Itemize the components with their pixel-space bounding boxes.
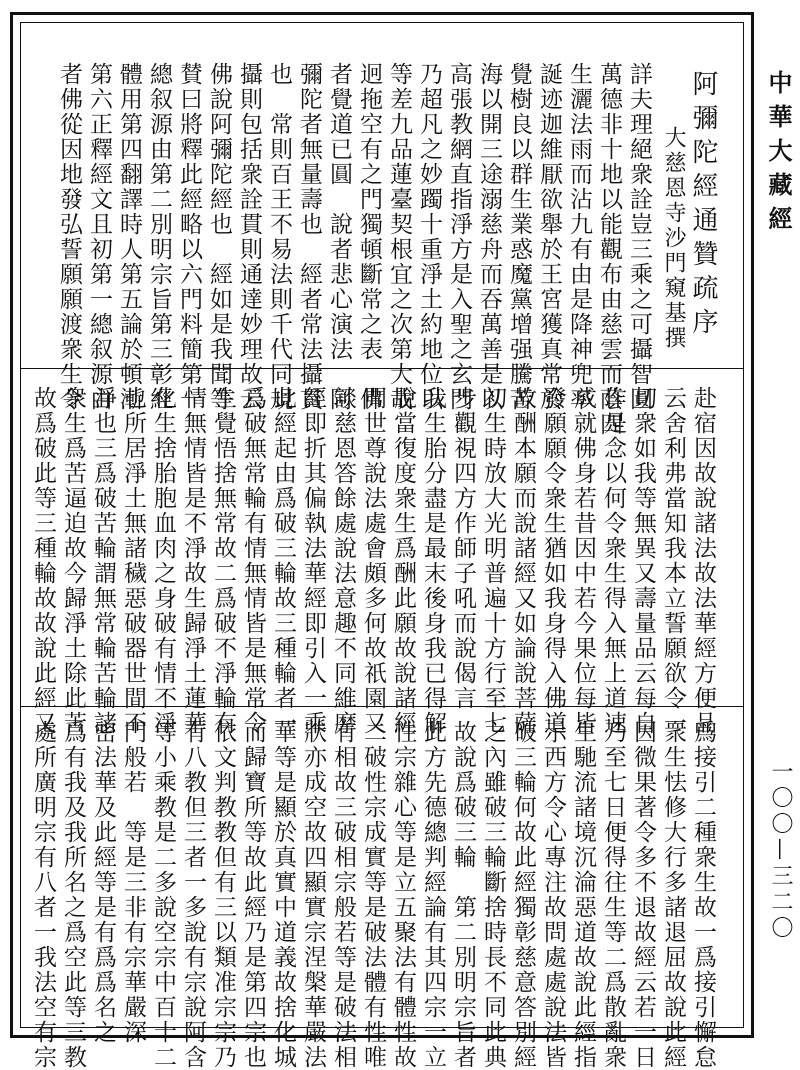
text-line: 生覺悟捨無常故二爲破不淨輪有 bbox=[210, 386, 236, 736]
text-line: 衆生怯修大行多諸退屈故說此經 bbox=[660, 720, 686, 1070]
text-line: 賛曰將釋此經略以六門料簡第一 bbox=[176, 62, 202, 412]
text-line: 生灑法雨而沾九有由是降神兜率 bbox=[566, 62, 592, 412]
text-line: 狀亦成空故四顯實宗涅槃華嚴法 bbox=[300, 720, 326, 1070]
text-line: 有相故三破相宗般若等是破法相 bbox=[330, 720, 356, 1070]
text-line: 也 常則百王不易法則千代同規 bbox=[266, 62, 292, 412]
text-line: 高張教網直指淨方是入聖之玄門 bbox=[446, 62, 472, 412]
text-line: 有八教但三者一多說有宗說阿含 bbox=[180, 720, 206, 1070]
text-line: 體用第四翻譯時人第五論於頓漸 bbox=[116, 62, 142, 412]
text-line: 二破性宗成實等是破法體有性唯 bbox=[360, 720, 386, 1070]
page-number: 一〇〇—三二〇 bbox=[768, 760, 793, 942]
text-line: 佛說阿彌陀經也 經如是我聞等 bbox=[206, 62, 232, 412]
text-line: 破三輪何故此經獨彰慈意答別經 bbox=[510, 720, 536, 1070]
text-line: 我生胎分盡是最末後身我已得解 bbox=[420, 386, 446, 736]
text-line: 情無情皆是不淨故生歸淨土蓮華 bbox=[180, 386, 206, 736]
text-panel-bottom bbox=[30, 720, 716, 1070]
text-line: 者覺道已圓 說者悲心演法 阿 bbox=[326, 62, 352, 412]
text-line: 發願願令衆生猶如我身得入佛道 bbox=[540, 386, 566, 736]
text-panel-top bbox=[56, 62, 718, 437]
text-line: 者佛從因地發弘誓願願渡衆生令 bbox=[56, 62, 82, 412]
text-line: 門般若 等是三非有宗華嚴深 bbox=[120, 720, 146, 1045]
text-line: 之內雖破三輪斷捨時長不同此典 bbox=[480, 720, 506, 1070]
text-line: 故酬本願而說諸經又如論說菩薩 bbox=[510, 386, 536, 736]
text-line: 乃超凡之妙躅十重淨土約地位以 bbox=[416, 62, 442, 412]
text-line: 化生捨胎胞血肉之身破有情不淨 bbox=[150, 386, 176, 736]
text-line: 性宗雜心等是立五聚法有體性故 bbox=[390, 720, 416, 1070]
text-line: 總叙源由第二別明宗旨第三彰經 bbox=[146, 62, 172, 412]
text-line: 爲有我及我所名之爲空此等三教 bbox=[60, 720, 86, 1070]
text-line: 淨也三爲破苦輪謂無常輪苦輪諸 bbox=[90, 386, 116, 736]
text-line: 切衆如我等無異又壽量品云每自 bbox=[630, 386, 656, 736]
text-line: 迥拖空有之門獨頓斷常之表 佛 bbox=[356, 62, 382, 412]
text-line: 詳夫理絕衆詮豈三乘之可攝智圓 bbox=[626, 62, 652, 412]
text-line: 覺樹良以群生業惑魔黨增强騰苦 bbox=[506, 62, 532, 412]
text-line: 萬德非十地以能觀布由慈雲而蔭四 bbox=[596, 62, 622, 437]
text-line: 初生時放大光明普遍十方行至七 bbox=[480, 386, 506, 736]
text-line: 成就佛身若昔因中若今果位每皆 bbox=[570, 386, 596, 736]
text-line: 云舍利弗當知我本立誓願欲令一 bbox=[660, 386, 686, 736]
text-line: 步觀視四方作師子吼而說偈言 bbox=[450, 386, 476, 711]
text-line: 此方先德總判經論有其四宗一立 bbox=[420, 720, 446, 1070]
sutra-title: 阿彌陀經通贊疏序 bbox=[688, 70, 718, 342]
text-line: 此經起由爲破三輪故三種輪者一 bbox=[270, 386, 296, 736]
text-line: 等差九品蓮臺契根宜之次第大哉 bbox=[386, 62, 412, 412]
text-line: 衆生爲苦逼迫故今歸淨土除此苦 bbox=[60, 386, 86, 736]
text-line: 第六正釋經文且初第一總叙源由 bbox=[86, 62, 112, 412]
text-line: 密法華及此經等是有爲爲名之 bbox=[90, 720, 116, 1045]
text-line: 爲接引二種衆生故一爲接引懈怠 bbox=[690, 720, 716, 1070]
text-line: 故爲破此等三種輪故故說此經又 bbox=[30, 386, 56, 736]
text-line: 也所居淨土無諸穢惡破器世間不 bbox=[120, 386, 146, 736]
text-line: 誕迹迦維厭欲舉於王宮獲真常於 bbox=[536, 62, 562, 412]
text-line: 生馳流諸境沉淪惡道故說此經指 bbox=[570, 720, 596, 1070]
text-line: 彌陀者無量壽也 經者常法攝貫 bbox=[296, 62, 322, 412]
text-line: 乃至七日便得往生等二爲散亂衆 bbox=[600, 720, 626, 1070]
text-line: 而歸寶所等故此經乃是第四宗也 bbox=[240, 720, 266, 1070]
text-line: 依文判教教但有三以類准宗宗乃 bbox=[210, 720, 236, 1070]
text-panel-middle bbox=[30, 386, 716, 736]
text-line: 示西方令心專注故問處處說法皆 bbox=[540, 720, 566, 1070]
text-line: 脫當復度衆生爲酬此願故說諸經 bbox=[390, 386, 416, 736]
text-line: 因微果著令多不退故經云若一日 bbox=[630, 720, 656, 1070]
text-line: 作是念以何令衆生得入無上道速 bbox=[600, 386, 626, 736]
text-line: 問世尊說法處會頗多何故祇園又 bbox=[360, 386, 386, 736]
text-line: 赴宿因故說諸法故法華經方便品 bbox=[690, 386, 716, 736]
text-line: 華等是顯於真實中道義故捨化城 bbox=[270, 720, 296, 1070]
text-line: 談慈恩答餘處說法意趣不同維摩 bbox=[330, 386, 356, 736]
text-line: 經即折其偏執法華經即引入一乘 bbox=[300, 386, 326, 736]
text-line: 故說爲破三輪 第二別明宗旨者 bbox=[450, 720, 476, 1070]
author-line: 大慈恩寺沙門窺基撰 bbox=[661, 126, 686, 351]
collection-title: 中華大藏經 bbox=[764, 70, 793, 240]
text-line: 處所廣明宗有八者一我法空有宗 bbox=[30, 720, 56, 1070]
text-line: 爲破無常輪有情無情皆是無常令 bbox=[240, 386, 266, 736]
text-line: 海以開三途溺慈舟而吞萬善是以 bbox=[476, 62, 502, 412]
text-line: 攝則包括衆詮貫則通達妙理故云 bbox=[236, 62, 262, 412]
text-line: 等小乘教是二多說空宗中百十二 bbox=[150, 720, 176, 1070]
